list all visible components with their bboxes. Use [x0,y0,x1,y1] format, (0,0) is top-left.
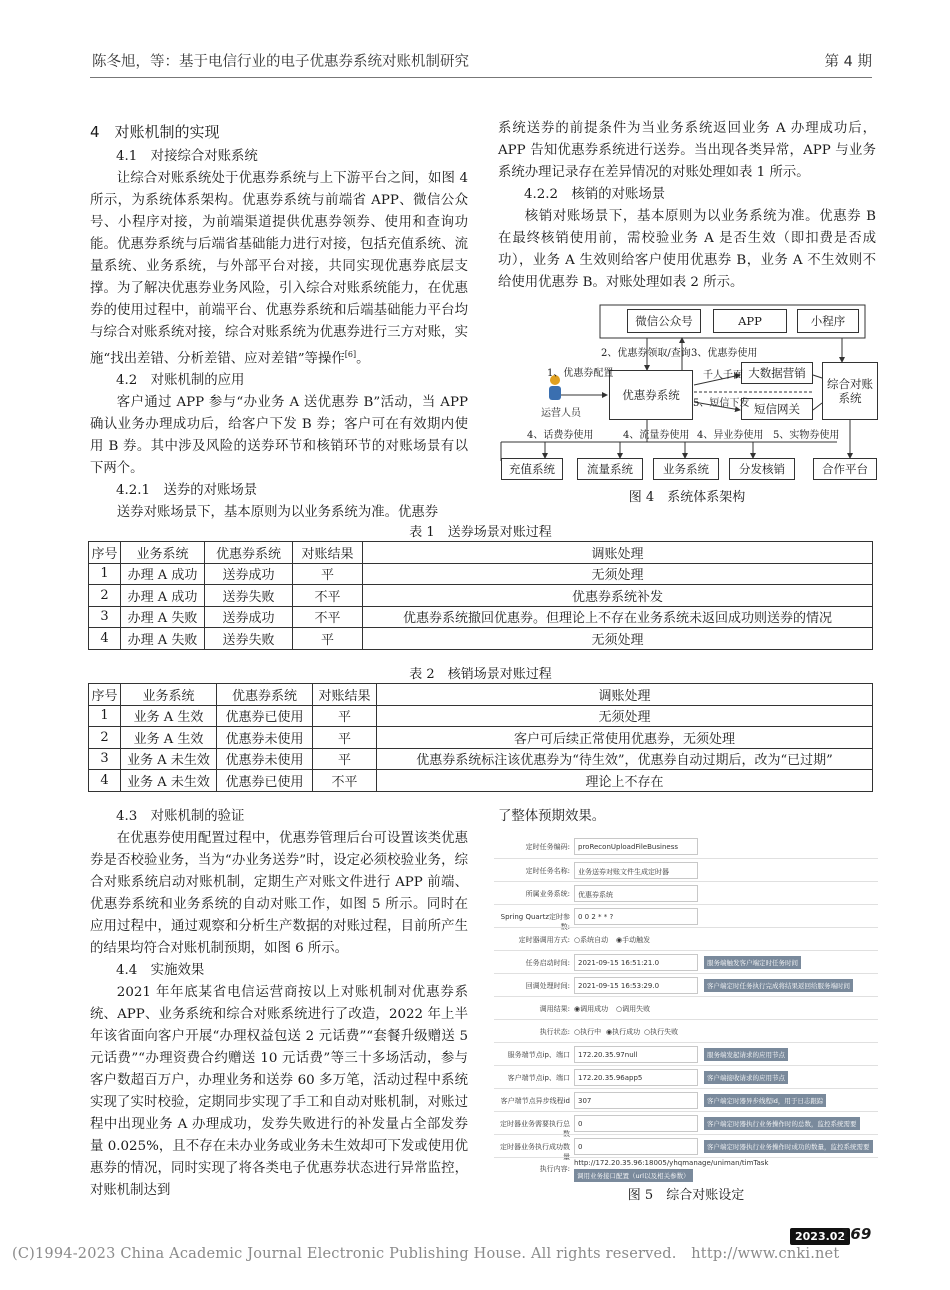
right-column-upper [498,118,876,294]
cell: 1 [89,705,121,727]
cell: 不平 [293,585,363,607]
header-cell: 序号 [89,542,121,564]
label-operator: 运营人员 [541,408,581,419]
label-phone-coupon: 4、话费券使用 [527,430,594,441]
header-cell: 调账处理 [363,542,873,564]
section-4-4-heading: 4.4 实施效果 [116,963,205,978]
server-node-field[interactable]: 172.20.35.97null [574,1046,698,1063]
async-thread-field[interactable]: 307 [574,1092,698,1109]
success-count-field[interactable]: 0 [574,1138,698,1155]
header-cell: 优惠券系统 [205,542,293,564]
copyright-footer: (C)1994-2023 China Academic Journal Electronic Publishing House. All rights reserved. http://www.cnki.net [12,1246,840,1262]
cron-field[interactable]: 0 0 2 * * ? [574,908,698,925]
content-url[interactable]: http://172.20.35.96:18005/yhqmanage/uniman/timTask [574,1159,769,1167]
cell: 送券成功 [205,606,293,628]
hint-tag: 客户端接收请求的应用节点 [704,1071,788,1084]
section-4-3-heading: 4.3 对账机制的验证 [116,809,245,824]
cell: 办理 A 失败 [121,606,205,628]
table-row [89,585,873,607]
cell: 无须处理 [363,628,873,650]
form-row-cron [494,904,878,929]
form-row-async-thread [494,1088,878,1113]
label-coupon-config: 1、优惠券配置 [547,368,614,379]
cell: 业务 A 未生效 [121,770,217,792]
cell: 2 [89,585,121,607]
label-physical-coupon: 5、实物券使用 [773,430,840,441]
cell: 办理 A 成功 [121,585,205,607]
field-label: 定时任务名称: [525,867,570,875]
form-row-content [494,1157,878,1180]
box-app: APP [713,309,787,333]
cell: 平 [293,563,363,585]
field-label: 服务端节点ip、端口 [507,1051,570,1059]
form-row-call-mode [494,927,878,952]
form-row-call-result [494,996,878,1021]
page-number: 169 [840,1225,872,1243]
box-coupon-system: 优惠券系统 [609,370,693,420]
cell: 办理 A 成功 [121,563,205,585]
radio-exec-success[interactable]: ◉执行成功 [606,1028,641,1036]
right-column-lower [498,806,876,828]
table-row [89,606,873,628]
radio-auto[interactable]: ○系统自动 [574,936,609,944]
section-4-heading: 4 对账机制的实现 [90,123,220,141]
cell: 4 [89,770,121,792]
operator-body [549,386,561,400]
form-row-exec-status [494,1019,878,1044]
field-label: 定时器业务执行成功数量 [500,1143,570,1161]
cell: 优惠券已使用 [217,705,313,727]
field-label: 执行内容: [539,1165,570,1173]
form-row-callback-time [494,973,878,998]
box-business: 业务系统 [653,458,719,480]
label-cross-coupon: 4、异业券使用 [697,430,764,441]
table-row [89,748,873,770]
label-receive-query: 2、优惠券领取/查询 [601,348,691,359]
label-sms-send: 5、短信下发 [693,398,750,409]
field-label: 执行状态: [539,1028,570,1036]
left-column-lower [90,806,468,1202]
header-cell: 业务系统 [121,542,205,564]
field-label: 任务启动时间: [525,959,570,967]
cell: 办理 A 失败 [121,628,205,650]
radio-exec-fail[interactable]: ○执行失败 [644,1028,679,1036]
figure-5-screenshot [494,835,878,1180]
table-header-row [89,542,873,564]
table-row [89,727,873,749]
box-partner: 合作平台 [813,458,877,480]
cell: 优惠券系统撤回优惠券。但理论上不存在业务系统未返回成功则送券的情况 [363,606,873,628]
table-row [89,770,873,792]
table-2-title: 表 2 核销场景对账过程 [409,667,552,682]
form-row-task-name [494,858,878,883]
table-header-row [89,684,873,706]
cell: 不平 [313,770,377,792]
form-row-server-node [494,1042,878,1067]
field-label: 定时器业务需要执行总数 [500,1120,570,1138]
box-recharge: 充值系统 [501,458,563,480]
cell: 平 [293,628,363,650]
table-row [89,705,873,727]
cell: 优惠券未使用 [217,727,313,749]
table-2 [88,683,873,792]
field-label: 定时任务编码: [525,843,570,851]
table-row [89,628,873,650]
cell: 送券成功 [205,563,293,585]
paragraph: 在优惠券使用配置过程中，优惠券管理后台可设置该类优惠券是否校验业务，当为“办业务送券”时，设定必须校验业务，综合对账系统启动对账机制，定期生产对账文件进行 APP 前端、优惠券系统和业务系统的自动对账工作，如图 5 所示。同时在应用过程中，通过观察和分析生产数据的对账过程，目前所产生的结果均符合对账机制预期，如图 6 所示。 [90,831,468,956]
header-cell: 对账结果 [293,542,363,564]
client-node-field[interactable]: 172.20.35.96app5 [574,1069,698,1086]
field-label: 定时器调用方式: [518,936,570,944]
radio-success[interactable]: ◉调用成功 [574,1005,609,1013]
cell: 客户可后续正常使用优惠券，无须处理 [377,727,873,749]
running-header-title: 陈冬旭，等：基于电信行业的电子优惠券系统对账机制研究 [92,54,469,70]
paragraph-text: 让综合对账系统处于优惠券系统与上下游平台之间，如图 4 所示，为系统体系架构。优惠券系统与前端省 APP、微信公众号、小程序对接，为前端渠道提供优惠券领券、使用和查询功能。优惠券系统与后端省基础能力进行对接，包括充值系统、流量系统、业务系统，与外部平台对接，共同实现优惠券底层支撑。为了解决优惠券业务风险，引入综合对账系统能力，在优惠券的使用过程中，前端平台、优惠券系统和后端基础能力平台均与综合对账系统对接，综合对账系统为优惠券进行三方对账，实施“找出差错、分析差错、应对差错”等操作 [90,171,468,367]
field-label: 回调处理时间: [525,982,570,990]
cell: 4 [89,628,121,650]
paragraph: 系统送券的前提条件为当业务系统返回业务 A 办理成功后，APP 告知优惠券系统进行送券。当出现各类异常，APP 与业务系统办理记录存在差异情况的对账处理如表 1 所示。 [498,121,876,180]
form-row-total [494,1111,878,1136]
hint-tag: 客户端定时任务执行完成将结果返回给服务端时间 [704,979,853,992]
running-header-issue: 第 4 期 [824,54,872,70]
cell: 2 [89,727,121,749]
box-reconciliation: 综合对账系统 [822,362,878,420]
form-row-success-count [494,1134,878,1159]
start-time-field[interactable]: 2021-09-15 16:51:21.0 [574,954,698,971]
paragraph: 了整体预期效果。 [498,809,606,824]
total-field[interactable]: 0 [574,1115,698,1132]
left-column-upper [90,118,468,524]
hint-tag: 客户端定时器执行业务操作时成功的数量，监控系统需要 [704,1140,873,1153]
cell: 业务 A 生效 [121,705,217,727]
biz-system-field[interactable]: 优惠券系统 [574,885,698,902]
cell: 3 [89,748,121,770]
section-4-2-2-heading: 4.2.2 核销的对账场景 [524,187,666,202]
cell: 优惠券已使用 [217,770,313,792]
hint-tag: 服务端发起请求的应用节点 [704,1048,788,1061]
field-label: 客户端节点ip、端口 [507,1074,570,1082]
table-1 [88,541,873,650]
cell: 3 [89,606,121,628]
callback-time-field[interactable]: 2021-09-15 16:53:29.0 [574,977,698,994]
cell: 业务 A 未生效 [121,748,217,770]
cell: 不平 [293,606,363,628]
paragraph: 送券对账场景下，基本原则为以业务系统为准。优惠券 [116,505,439,521]
paragraph: 2021 年年底某省电信运营商按以上对账机制对优惠券系统、APP、业务系统和综合对账系统进行了改造，2022 年上半年该省面向客户开展“办理权益包送 2 元话费”“套餐升级赠送 5 元话费”“办理资费合约赠送 10 元话费”等三十多场活动，参与客户数超百万户，办理业务和送券 60 多万笔，活动过程中系统实现了实时校验，定期同步实现了手工和自动对账机制，对账过程中出现业务 A 办理成功，发券失败进行的补发量占全部发券量 0.025%，且不存在未办业务或业务未生效却可下发或使用优惠券的情况，同时实现了将各类电子优惠券状态进行异常监控，对账机制达到 [90,985,468,1198]
cell: 送券失败 [205,585,293,607]
hint-tag: 客户端定时器执行业务操作时的总数，监控系统需要 [704,1117,860,1130]
paragraph: 核销对账场景下，基本原则为以业务系统为准。优惠券 B 在最终核销使用前，需校验业务 A 是否生效（即扣费是否成功），业务 A 生效则给客户使用优惠券 B，业务 A 不生效则不给使用优惠券 B。对账处理如表 2 所示。 [498,209,876,290]
field-label: 调用结果: [539,1005,570,1013]
section-4-2-1-heading: 4.2.1 送券的对账场景 [116,483,258,499]
label-personalized: 千人千面 [703,370,743,381]
box-miniprogram: 小程序 [797,309,859,333]
header-cell: 序号 [89,684,121,706]
cell: 优惠券系统标注该优惠券为“待生效”，优惠券自动过期后，改为“已过期” [377,748,873,770]
hint-tag: 客户端定时器异步线程id，用于日志跟踪 [704,1094,826,1107]
box-wechat: 微信公众号 [627,309,701,333]
form-row-start-time [494,950,878,975]
citation: [6] [344,350,357,359]
cell: 优惠券系统补发 [363,585,873,607]
task-code-field[interactable]: proReconUploadFileBusiness [574,838,698,855]
cell: 平 [313,705,377,727]
box-sms-gateway: 短信网关 [741,398,813,420]
task-name-field[interactable]: 业务送券对账文件生成定时器 [574,862,698,879]
header-cell: 对账结果 [313,684,377,706]
cell: 送券失败 [205,628,293,650]
cell: 无须处理 [377,705,873,727]
cell: 1 [89,563,121,585]
box-bigdata: 大数据营销 [741,362,813,384]
radio-manual[interactable]: ◉手动触发 [616,936,651,944]
cell: 无须处理 [363,563,873,585]
radio-fail[interactable]: ○调用失败 [616,1005,651,1013]
table-row [89,563,873,585]
figure-4-caption: 图 4 系统体系架构 [628,490,746,505]
header-cell: 调账处理 [377,684,873,706]
field-label: 客户端节点异步线程id [500,1097,570,1105]
figure-5-caption: 图 5 综合对账设定 [627,1188,745,1203]
cell: 优惠券未使用 [217,748,313,770]
form-row-biz-system [494,881,878,906]
box-distribution: 分发核销 [729,458,795,480]
form-row-client-node [494,1065,878,1090]
header-rule [90,77,872,78]
cell: 理论上不存在 [377,770,873,792]
label-traffic-coupon: 4、流量券使用 [623,430,690,441]
cell: 业务 A 生效 [121,727,217,749]
paragraph: 让综合对账系统处于优惠券系统与上下游平台之间，如图 4 所示，为系统体系架构。优惠券系统与前端省 APP、微信公众号、小程序对接，为前端渠道提供优惠券领券、使用和查询功能。优惠券系统与后端省基础能力进行对接，包括充值系统、流量系统、业务系统，与外部平台对接，共同实现优惠券底层支撑。为了解决优惠券业务风险，引入综合对账系统能力，在优惠券的使用过程中，前端平台、优惠券系统和后端基础能力平台均与综合对账系统对接，综合对账系统为优惠券进行三方对账，实施“找出差错、分析差错、应对差错”等操作[6]。 [90,171,468,367]
cell: 平 [313,748,377,770]
table-1-title: 表 1 送券场景对账过程 [409,525,552,540]
hint-tag: 服务端触发客户端定时任务时间 [704,956,801,969]
field-label: Spring Quartz定时参数: [500,913,570,931]
cell: 平 [313,727,377,749]
hint-tag: 调用业务接口配置（url以及相关参数） [574,1169,693,1182]
section-4-2-heading: 4.2 对账机制的应用 [116,373,245,389]
radio-running[interactable]: ○执行中 [574,1028,602,1036]
header-cell: 业务系统 [121,684,217,706]
figure-4-diagram [497,300,877,482]
section-4-1-heading: 4.1 对接综合对账系统 [116,149,258,164]
form-row-task-code [494,835,878,860]
header-cell: 优惠券系统 [217,684,313,706]
issue-badge: 2023.02 [790,1228,850,1245]
label-use: 3、优惠券使用 [691,348,758,359]
field-label: 所属业务系统: [525,890,570,898]
box-traffic: 流量系统 [577,458,643,480]
paragraph: 客户通过 APP 参与“办业务 A 送优惠券 B”活动，当 APP 确认业务办理成功后，给客户下发 B 券；客户可在有效期内使用 B 券。其中涉及风险的送券环节和核销环节的对账场景有以下两个。 [90,395,468,477]
